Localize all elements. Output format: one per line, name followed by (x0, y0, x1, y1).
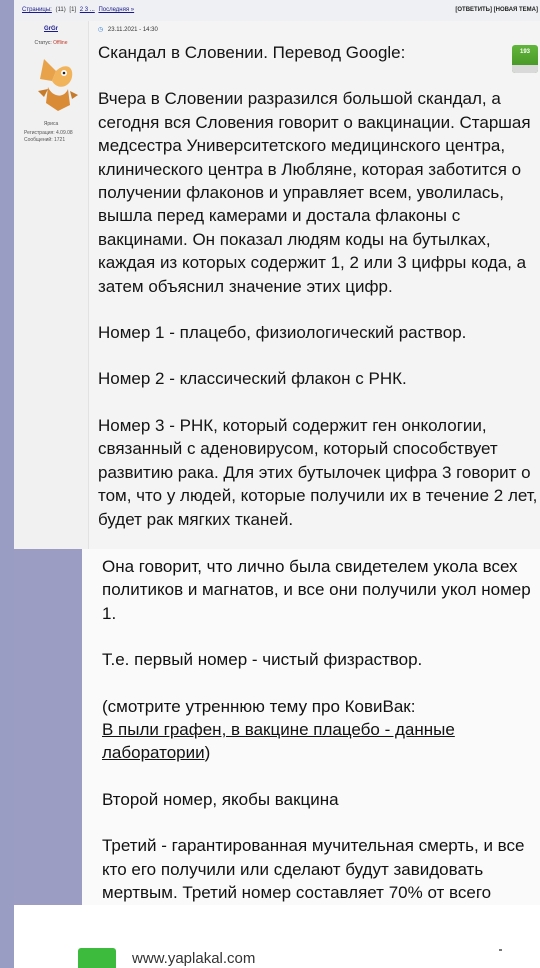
pasted-quote-screenshot (82, 549, 540, 905)
pages-count: (11) (55, 7, 66, 13)
status-value: Offline (53, 40, 68, 46)
watermark-footer (14, 905, 540, 968)
post-paragraph-4: Номер 3 - РНК, который содержит ген онкологии, связанный с аденовирусом, который способствует развитию рака. Для этих бутылочек цифра 3 говорит о том, что у людей, которые получили их в течение 2 лет, будет рак мягких тканей. (98, 415, 538, 529)
quote-paragraph-3-prefix: (смотрите утреннюю тему про КовиВак: (102, 696, 416, 716)
related-topic-link[interactable]: В пыли графен, в вакцине плацебо - данные лаборатории (102, 720, 455, 763)
page-current: [1] (69, 7, 77, 13)
post-paragraph-1: Вчера в Словении разразился большой скандал, а сегодня вся Словения говорит о вакцинации. Старшая медсестра Университетского медицинского центра, клинического центра в Любляне, которая заботится о получении флаконов и управляет всем, уволилась, вышла перед камерами и достала флаконы с вакцинами. Он показал людям коды на бутылках, каждая из которых содержит 1, 2 или 3 цифры кода, а затем объяснил значение этих цифр. (98, 89, 531, 296)
new-topic-button[interactable]: [НОВАЯ ТЕМА] (493, 7, 538, 13)
quote-paragraph-3 (102, 695, 532, 765)
user-status (14, 40, 88, 46)
quote-paragraph-5: Третий - гарантированная мучительная смерть, и все кто его получили или сделают будут завидовать мертвым. Третий номер составляет 70% от всего (102, 836, 525, 903)
topic-actions (455, 7, 538, 13)
quote-paragraph-2: Т.е. первый номер - чистый физраствор. (102, 650, 423, 670)
reply-button[interactable]: [ОТВЕТИТЬ] (455, 7, 492, 13)
quote-body (102, 555, 532, 928)
footer-dot (499, 949, 502, 951)
username-link[interactable]: GrGr (43, 26, 58, 32)
quote-paragraph-3-suffix: ) (204, 743, 211, 763)
registered-date: Регистрация: 4.09.08 (24, 130, 73, 136)
user-avatar[interactable] (34, 51, 80, 113)
page-links[interactable]: 2 3 ... (79, 7, 95, 13)
user-info-column (14, 21, 89, 549)
quote-paragraph-4: Второй номер, якобы вакцина (102, 789, 339, 809)
post-title: Скандал в Словении. Перевод Google: (98, 43, 406, 62)
post-date-text: 23.11.2021 - 14:30 (107, 27, 158, 33)
reputation-badge[interactable]: 193 (512, 45, 538, 73)
post-datetime (98, 26, 158, 33)
post-paragraph-3: Номер 2 - классический флакон с РНК. (98, 369, 407, 389)
pagination (22, 7, 136, 13)
messages-count: Сообщений: 1721 (24, 137, 66, 143)
status-label: Статус: (34, 40, 52, 46)
pages-label[interactable]: Страницы: (22, 7, 52, 13)
left-margin (0, 0, 14, 968)
last-page-link[interactable]: Последняя » (98, 7, 135, 13)
quote-paragraph-1: Она говорит, что лично была свидетелем укола всех политиков и магнатов, и все они получили укол номер 1. (102, 557, 531, 623)
post-body (98, 41, 540, 531)
clock-icon: ◷ (98, 27, 104, 33)
forum-topbar (14, 0, 540, 22)
post-paragraph-2: Номер 1 - плацебо, физиологический раствор. (98, 323, 467, 343)
user-rank: Яриса (43, 121, 59, 127)
forum-post (14, 21, 540, 549)
watermark-text: www.yaplakal.com (132, 950, 256, 967)
site-logo-icon (78, 948, 116, 968)
user-registration (24, 130, 73, 144)
